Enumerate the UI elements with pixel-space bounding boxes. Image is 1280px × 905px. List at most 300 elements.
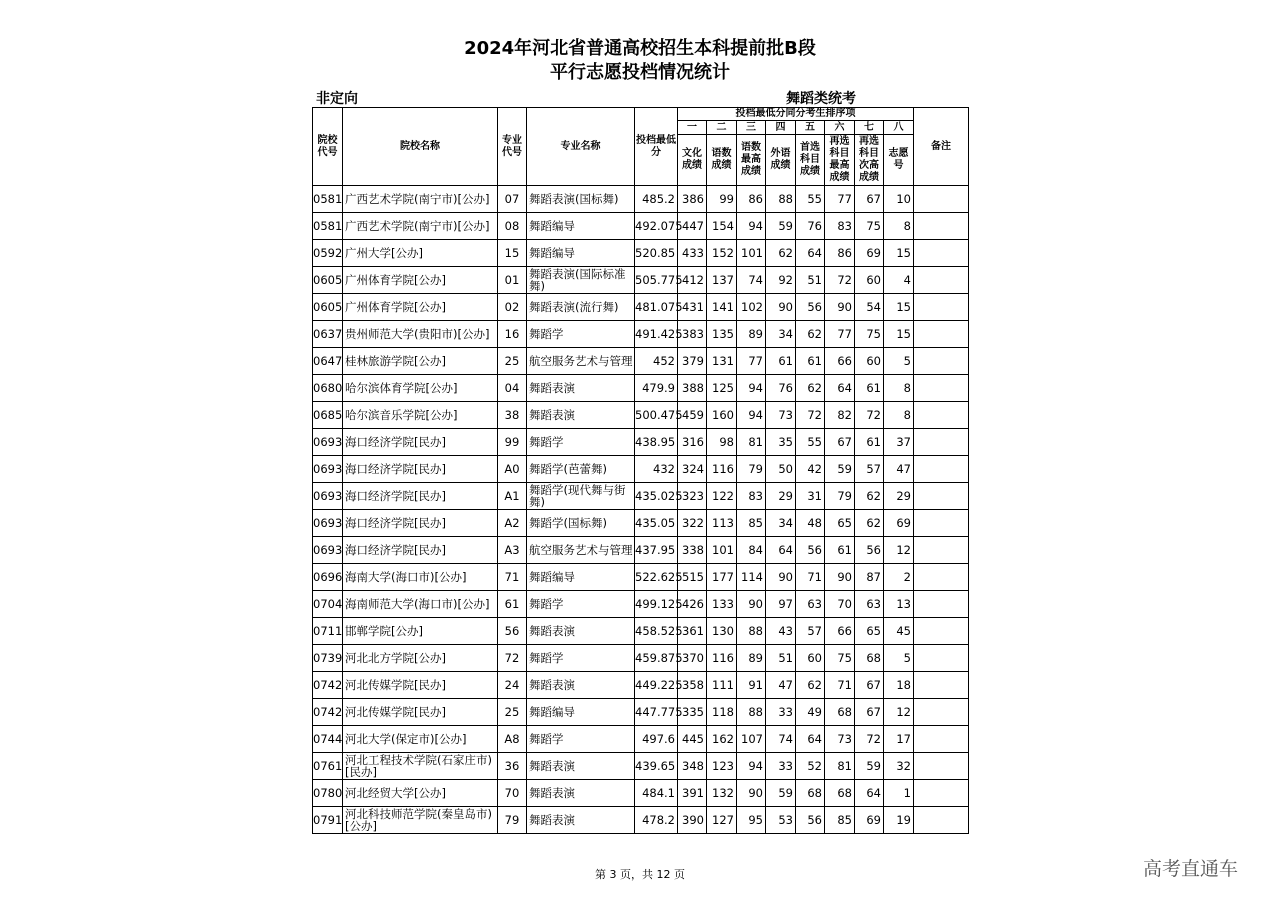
- table-row: [313, 321, 969, 348]
- cell-major-code: 36: [498, 753, 527, 780]
- cell-min-score: 484.1: [635, 780, 678, 807]
- cell-min-score: 447.775: [635, 699, 678, 726]
- cell-rank-value: 177: [707, 564, 737, 591]
- cell-rank-value: 64: [825, 375, 855, 402]
- cell-rank-value: 88: [737, 618, 766, 645]
- cell-major-name: 舞蹈学: [527, 591, 635, 618]
- cell-major-code: 79: [498, 807, 527, 834]
- cell-rank-value: 57: [855, 456, 884, 483]
- cell-remark: [914, 672, 969, 699]
- header-ordinal: 四: [766, 121, 796, 135]
- cell-min-score: 435.05: [635, 510, 678, 537]
- cell-rank-value: 15: [884, 294, 914, 321]
- cell-remark: [914, 240, 969, 267]
- cell-school-name: 海口经济学院[民办]: [343, 483, 498, 510]
- cell-school-name: 河北大学(保定市)[公办]: [343, 726, 498, 753]
- cell-rank-value: 32: [884, 753, 914, 780]
- header-ordinal: 五: [796, 121, 825, 135]
- cell-school-name: 桂林旅游学院[公办]: [343, 348, 498, 375]
- cell-remark: [914, 456, 969, 483]
- cell-rank-value: 379: [678, 348, 707, 375]
- cell-remark: [914, 807, 969, 834]
- cell-rank-value: 388: [678, 375, 707, 402]
- cell-rank-value: 338: [678, 537, 707, 564]
- admission-table: [312, 107, 969, 834]
- table-row: [313, 483, 969, 510]
- cell-remark: [914, 564, 969, 591]
- cell-min-score: 478.2: [635, 807, 678, 834]
- cell-major-code: A3: [498, 537, 527, 564]
- cell-major-name: 舞蹈表演(国标舞): [527, 186, 635, 213]
- cell-major-code: A1: [498, 483, 527, 510]
- cell-rank-value: 60: [796, 645, 825, 672]
- cell-rank-value: 99: [707, 186, 737, 213]
- cell-rank-value: 61: [766, 348, 796, 375]
- cell-rank-value: 85: [737, 510, 766, 537]
- cell-rank-value: 122: [707, 483, 737, 510]
- table-row: [313, 456, 969, 483]
- cell-major-code: 25: [498, 699, 527, 726]
- header-remark: 备注: [914, 108, 969, 186]
- cell-min-score: 500.475: [635, 402, 678, 429]
- cell-rank-value: 152: [707, 240, 737, 267]
- cell-min-score: 505.775: [635, 267, 678, 294]
- cell-rank-value: 92: [766, 267, 796, 294]
- cell-major-name: 舞蹈表演: [527, 807, 635, 834]
- cell-major-name: 航空服务艺术与管理: [527, 537, 635, 564]
- cell-major-name: 舞蹈表演: [527, 780, 635, 807]
- cell-major-code: 04: [498, 375, 527, 402]
- cell-major-name: 舞蹈编导: [527, 240, 635, 267]
- cell-major-name: 舞蹈学(现代舞与街舞): [527, 483, 635, 510]
- cell-rank-value: 87: [855, 564, 884, 591]
- header-ordinal: 二: [707, 121, 737, 135]
- cell-rank-value: 35: [766, 429, 796, 456]
- cell-rank-value: 97: [766, 591, 796, 618]
- cell-rank-value: 55: [796, 186, 825, 213]
- cell-rank-value: 18: [884, 672, 914, 699]
- header-major-name: 专业名称: [527, 108, 635, 186]
- table-row: [313, 186, 969, 213]
- cell-remark: [914, 591, 969, 618]
- header-ordinal: 八: [884, 121, 914, 135]
- cell-remark: [914, 213, 969, 240]
- cell-rank-value: 83: [737, 483, 766, 510]
- cell-rank-value: 433: [678, 240, 707, 267]
- cell-rank-value: 116: [707, 456, 737, 483]
- cell-rank-value: 63: [855, 591, 884, 618]
- cell-rank-value: 59: [766, 213, 796, 240]
- cell-school-code: 0761: [313, 753, 343, 780]
- cell-rank-value: 56: [855, 537, 884, 564]
- cell-rank-value: 53: [766, 807, 796, 834]
- header-school-name: 院校名称: [343, 108, 498, 186]
- cell-major-code: A8: [498, 726, 527, 753]
- table-row: [313, 564, 969, 591]
- header-ordinal: 六: [825, 121, 855, 135]
- cell-rank-value: 62: [796, 375, 825, 402]
- cell-remark: [914, 699, 969, 726]
- cell-school-code: 0739: [313, 645, 343, 672]
- cell-rank-value: 51: [766, 645, 796, 672]
- cell-rank-value: 125: [707, 375, 737, 402]
- cell-rank-value: 54: [855, 294, 884, 321]
- cell-rank-value: 62: [796, 672, 825, 699]
- cell-rank-value: 111: [707, 672, 737, 699]
- cell-rank-value: 74: [737, 267, 766, 294]
- cell-rank-value: 56: [796, 807, 825, 834]
- cell-school-name: 河北科技师范学院(秦皇岛市)[公办]: [343, 807, 498, 834]
- cell-major-name: 舞蹈表演(国际标准舞): [527, 267, 635, 294]
- cell-rank-value: 2: [884, 564, 914, 591]
- cell-rank-value: 67: [825, 429, 855, 456]
- cell-rank-value: 90: [766, 294, 796, 321]
- cell-rank-value: 412: [678, 267, 707, 294]
- cell-remark: [914, 429, 969, 456]
- cell-rank-value: 77: [825, 186, 855, 213]
- cell-school-code: 0581: [313, 186, 343, 213]
- cell-rank-value: 42: [796, 456, 825, 483]
- cell-rank-value: 426: [678, 591, 707, 618]
- cell-school-code: 0680: [313, 375, 343, 402]
- cell-school-name: 河北工程技术学院(石家庄市)[民办]: [343, 753, 498, 780]
- cell-school-name: 哈尔滨音乐学院[公办]: [343, 402, 498, 429]
- cell-major-name: 舞蹈学(国标舞): [527, 510, 635, 537]
- cell-major-code: 99: [498, 429, 527, 456]
- cell-rank-value: 64: [766, 537, 796, 564]
- cell-rank-value: 348: [678, 753, 707, 780]
- cell-school-name: 河北经贸大学[公办]: [343, 780, 498, 807]
- cell-major-name: 航空服务艺术与管理: [527, 348, 635, 375]
- cell-rank-value: 118: [707, 699, 737, 726]
- cell-rank-value: 1: [884, 780, 914, 807]
- cell-rank-value: 94: [737, 213, 766, 240]
- header-ordinal: 一: [678, 121, 707, 135]
- cell-school-name: 河北传媒学院[民办]: [343, 672, 498, 699]
- cell-rank-value: 82: [825, 402, 855, 429]
- cell-rank-value: 95: [737, 807, 766, 834]
- header-sub: 文化成绩: [678, 135, 707, 186]
- cell-major-name: 舞蹈表演: [527, 618, 635, 645]
- cell-rank-value: 86: [825, 240, 855, 267]
- table-row: [313, 294, 969, 321]
- cell-rank-value: 324: [678, 456, 707, 483]
- cell-school-name: 河北传媒学院[民办]: [343, 699, 498, 726]
- cell-school-code: 0742: [313, 699, 343, 726]
- cell-rank-value: 37: [884, 429, 914, 456]
- cell-major-code: 07: [498, 186, 527, 213]
- cell-rank-value: 73: [825, 726, 855, 753]
- cell-rank-value: 335: [678, 699, 707, 726]
- cell-remark: [914, 267, 969, 294]
- cell-rank-value: 322: [678, 510, 707, 537]
- cell-rank-value: 71: [796, 564, 825, 591]
- cell-rank-value: 5: [884, 348, 914, 375]
- cell-rank-value: 447: [678, 213, 707, 240]
- cell-rank-value: 131: [707, 348, 737, 375]
- cell-rank-value: 61: [825, 537, 855, 564]
- cell-rank-value: 132: [707, 780, 737, 807]
- cell-rank-value: 89: [737, 645, 766, 672]
- cell-major-code: 24: [498, 672, 527, 699]
- cell-school-name: 河北北方学院[公办]: [343, 645, 498, 672]
- cell-remark: [914, 618, 969, 645]
- cell-rank-value: 10: [884, 186, 914, 213]
- cell-school-name: 海口经济学院[民办]: [343, 510, 498, 537]
- cell-min-score: 438.95: [635, 429, 678, 456]
- cell-rank-value: 383: [678, 321, 707, 348]
- cell-rank-value: 69: [855, 240, 884, 267]
- cell-rank-value: 60: [855, 348, 884, 375]
- cell-min-score: 520.85: [635, 240, 678, 267]
- cell-min-score: 458.525: [635, 618, 678, 645]
- cell-rank-value: 86: [737, 186, 766, 213]
- cell-rank-value: 8: [884, 402, 914, 429]
- header-major-code: 专业代号: [498, 108, 527, 186]
- table-row: [313, 699, 969, 726]
- cell-min-score: 439.65: [635, 753, 678, 780]
- cell-min-score: 479.9: [635, 375, 678, 402]
- cell-min-score: 459.875: [635, 645, 678, 672]
- cell-rank-value: 358: [678, 672, 707, 699]
- cell-rank-value: 57: [796, 618, 825, 645]
- cell-rank-value: 113: [707, 510, 737, 537]
- cell-rank-value: 75: [855, 321, 884, 348]
- cell-rank-value: 17: [884, 726, 914, 753]
- header-rank-group: 投档最低分同分考生排序项: [678, 108, 914, 121]
- cell-rank-value: 83: [825, 213, 855, 240]
- cell-rank-value: 67: [855, 186, 884, 213]
- cell-rank-value: 62: [796, 321, 825, 348]
- cell-remark: [914, 375, 969, 402]
- table-row: [313, 240, 969, 267]
- cell-major-code: 71: [498, 564, 527, 591]
- cell-rank-value: 15: [884, 321, 914, 348]
- cell-major-name: 舞蹈编导: [527, 699, 635, 726]
- cell-rank-value: 66: [825, 348, 855, 375]
- cell-rank-value: 316: [678, 429, 707, 456]
- table-row: [313, 213, 969, 240]
- page-footer: 第 3 页，共 12 页: [595, 868, 685, 881]
- cell-rank-value: 12: [884, 537, 914, 564]
- cell-rank-value: 89: [737, 321, 766, 348]
- cell-school-code: 0704: [313, 591, 343, 618]
- cell-rank-value: 12: [884, 699, 914, 726]
- cell-rank-value: 102: [737, 294, 766, 321]
- cell-min-score: 437.95: [635, 537, 678, 564]
- cell-rank-value: 76: [766, 375, 796, 402]
- table-row: [313, 348, 969, 375]
- cell-rank-value: 91: [737, 672, 766, 699]
- header-sub: 首选科目成绩: [796, 135, 825, 186]
- cell-remark: [914, 348, 969, 375]
- page-subtitle: 平行志愿投档情况统计: [550, 62, 730, 83]
- cell-school-code: 0693: [313, 510, 343, 537]
- cell-rank-value: 43: [766, 618, 796, 645]
- cell-rank-value: 33: [766, 753, 796, 780]
- cell-rank-value: 62: [855, 510, 884, 537]
- cell-rank-value: 141: [707, 294, 737, 321]
- cell-rank-value: 94: [737, 753, 766, 780]
- cell-rank-value: 34: [766, 510, 796, 537]
- cell-rank-value: 61: [855, 375, 884, 402]
- cell-major-code: 02: [498, 294, 527, 321]
- cell-rank-value: 361: [678, 618, 707, 645]
- cell-remark: [914, 186, 969, 213]
- cell-rank-value: 70: [825, 591, 855, 618]
- cell-school-name: 海口经济学院[民办]: [343, 456, 498, 483]
- cell-rank-value: 47: [884, 456, 914, 483]
- cell-major-code: 38: [498, 402, 527, 429]
- cell-major-name: 舞蹈学: [527, 645, 635, 672]
- cell-school-code: 0791: [313, 807, 343, 834]
- cell-major-name: 舞蹈表演: [527, 753, 635, 780]
- header-min-score: 投档最低分: [635, 108, 678, 186]
- cell-min-score: 522.625: [635, 564, 678, 591]
- cell-rank-value: 56: [796, 537, 825, 564]
- cell-rank-value: 29: [766, 483, 796, 510]
- cell-remark: [914, 753, 969, 780]
- cell-major-name: 舞蹈表演(流行舞): [527, 294, 635, 321]
- cell-rank-value: 59: [766, 780, 796, 807]
- cell-school-name: 海南大学(海口市)[公办]: [343, 564, 498, 591]
- cell-rank-value: 34: [766, 321, 796, 348]
- cell-rank-value: 370: [678, 645, 707, 672]
- table-row: [313, 375, 969, 402]
- cell-rank-value: 61: [796, 348, 825, 375]
- cell-min-score: 449.225: [635, 672, 678, 699]
- cell-rank-value: 72: [796, 402, 825, 429]
- table-row: [313, 672, 969, 699]
- cell-rank-value: 137: [707, 267, 737, 294]
- cell-rank-value: 63: [796, 591, 825, 618]
- header-sub: 语数成绩: [707, 135, 737, 186]
- cell-rank-value: 62: [855, 483, 884, 510]
- cell-min-score: 499.125: [635, 591, 678, 618]
- cell-remark: [914, 537, 969, 564]
- cell-rank-value: 81: [825, 753, 855, 780]
- cell-min-score: 485.2: [635, 186, 678, 213]
- cell-rank-value: 19: [884, 807, 914, 834]
- cell-rank-value: 431: [678, 294, 707, 321]
- cell-major-code: 08: [498, 213, 527, 240]
- cell-rank-value: 90: [766, 564, 796, 591]
- cell-rank-value: 445: [678, 726, 707, 753]
- cell-remark: [914, 294, 969, 321]
- cell-rank-value: 4: [884, 267, 914, 294]
- cell-rank-value: 49: [796, 699, 825, 726]
- cell-school-code: 0592: [313, 240, 343, 267]
- cell-major-name: 舞蹈编导: [527, 213, 635, 240]
- cell-major-code: 16: [498, 321, 527, 348]
- cell-school-name: 广州体育学院[公办]: [343, 267, 498, 294]
- cell-rank-value: 84: [737, 537, 766, 564]
- header-sub: 再选科目最高成绩: [825, 135, 855, 186]
- cell-rank-value: 65: [825, 510, 855, 537]
- cell-major-name: 舞蹈学(芭蕾舞): [527, 456, 635, 483]
- cell-rank-value: 64: [796, 240, 825, 267]
- cell-school-name: 海口经济学院[民办]: [343, 429, 498, 456]
- cell-rank-value: 72: [825, 267, 855, 294]
- cell-rank-value: 62: [766, 240, 796, 267]
- cell-min-score: 435.025: [635, 483, 678, 510]
- cell-major-code: 15: [498, 240, 527, 267]
- cell-rank-value: 459: [678, 402, 707, 429]
- cell-rank-value: 33: [766, 699, 796, 726]
- cell-major-name: 舞蹈表演: [527, 402, 635, 429]
- watermark: 高考直通车: [1143, 858, 1239, 880]
- table-row: [313, 591, 969, 618]
- table-row: [313, 780, 969, 807]
- cell-school-code: 0693: [313, 483, 343, 510]
- cell-rank-value: 98: [707, 429, 737, 456]
- header-sub: 语数最高成绩: [737, 135, 766, 186]
- header-ordinal: 七: [855, 121, 884, 135]
- table-row: [313, 618, 969, 645]
- cell-rank-value: 107: [737, 726, 766, 753]
- cell-rank-value: 48: [796, 510, 825, 537]
- cell-rank-value: 130: [707, 618, 737, 645]
- cell-school-code: 0742: [313, 672, 343, 699]
- cell-rank-value: 13: [884, 591, 914, 618]
- cell-rank-value: 386: [678, 186, 707, 213]
- cell-rank-value: 67: [855, 699, 884, 726]
- cell-remark: [914, 483, 969, 510]
- cell-rank-value: 77: [825, 321, 855, 348]
- cell-remark: [914, 645, 969, 672]
- header-sub: 志愿号: [884, 135, 914, 186]
- cell-major-code: A2: [498, 510, 527, 537]
- category-label-left: 非定向: [316, 91, 358, 107]
- cell-rank-value: 85: [825, 807, 855, 834]
- cell-major-name: 舞蹈学: [527, 321, 635, 348]
- cell-rank-value: 79: [737, 456, 766, 483]
- table-row: [313, 537, 969, 564]
- cell-rank-value: 88: [737, 699, 766, 726]
- header-ordinal: 三: [737, 121, 766, 135]
- cell-rank-value: 127: [707, 807, 737, 834]
- cell-rank-value: 154: [707, 213, 737, 240]
- cell-school-code: 0696: [313, 564, 343, 591]
- cell-rank-value: 75: [825, 645, 855, 672]
- cell-school-name: 贵州师范大学(贵阳市)[公办]: [343, 321, 498, 348]
- cell-rank-value: 47: [766, 672, 796, 699]
- cell-school-code: 0581: [313, 213, 343, 240]
- cell-rank-value: 323: [678, 483, 707, 510]
- cell-remark: [914, 780, 969, 807]
- cell-rank-value: 135: [707, 321, 737, 348]
- cell-rank-value: 77: [737, 348, 766, 375]
- cell-rank-value: 8: [884, 375, 914, 402]
- header-sub: 外语成绩: [766, 135, 796, 186]
- cell-rank-value: 90: [825, 564, 855, 591]
- cell-rank-value: 123: [707, 753, 737, 780]
- cell-min-score: 432: [635, 456, 678, 483]
- cell-rank-value: 68: [825, 699, 855, 726]
- cell-school-name: 广州大学[公办]: [343, 240, 498, 267]
- cell-rank-value: 90: [737, 780, 766, 807]
- cell-rank-value: 390: [678, 807, 707, 834]
- cell-rank-value: 65: [855, 618, 884, 645]
- cell-school-code: 0693: [313, 456, 343, 483]
- cell-school-name: 广西艺术学院(南宁市)[公办]: [343, 186, 498, 213]
- cell-rank-value: 88: [766, 186, 796, 213]
- cell-rank-value: 76: [796, 213, 825, 240]
- table-row: [313, 807, 969, 834]
- cell-rank-value: 75: [855, 213, 884, 240]
- cell-rank-value: 45: [884, 618, 914, 645]
- cell-rank-value: 72: [855, 402, 884, 429]
